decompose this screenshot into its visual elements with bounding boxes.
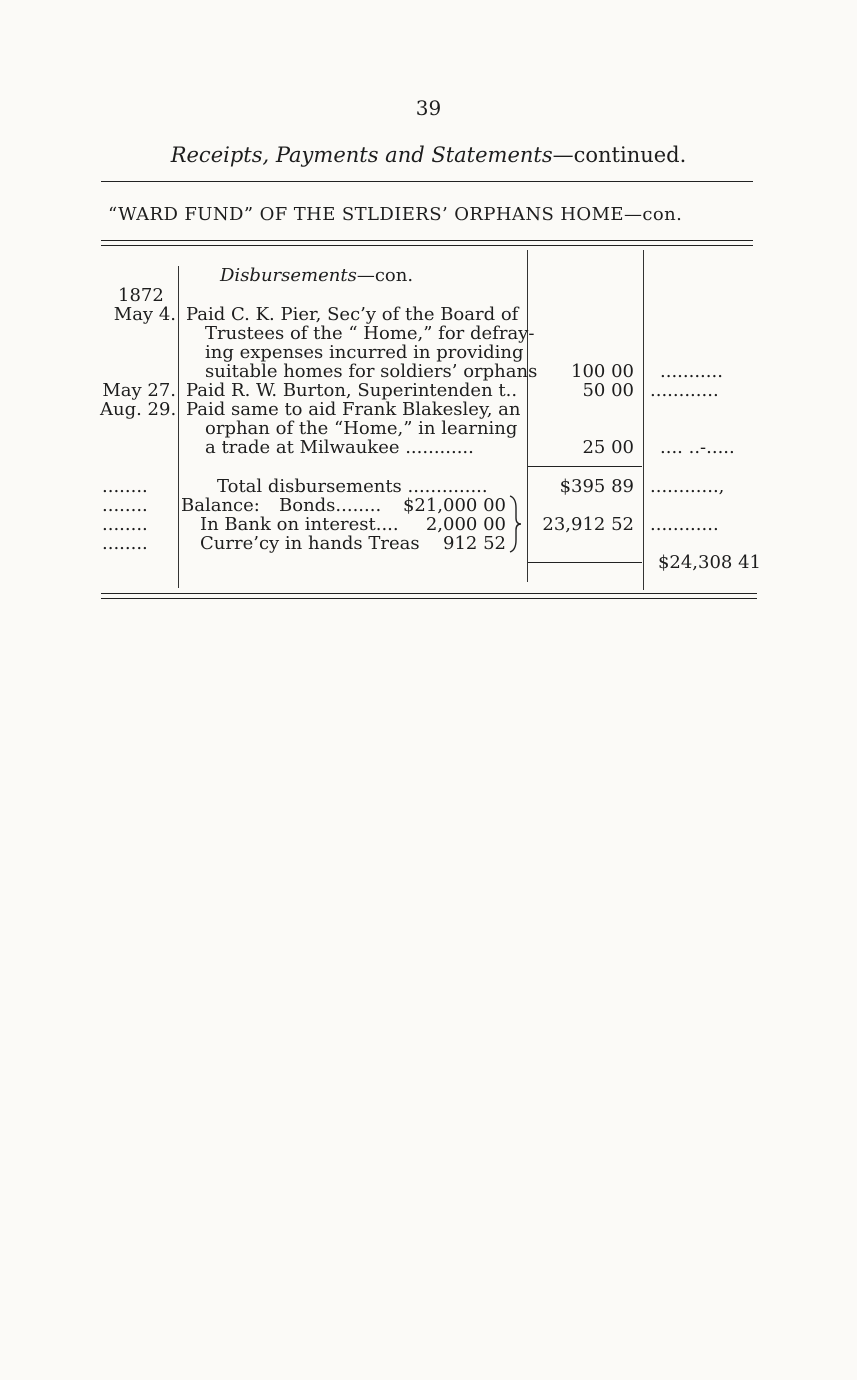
grand-total: $24,308 41 [657,552,761,573]
entry-date: Aug. 29. [100,399,177,420]
section-title: “WARD FUND” OF THE STLDIERS’ ORPHANS HOME—con. [108,204,683,225]
subheading-suffix: —con. [356,265,414,286]
entry-date: May 4. [113,304,176,325]
entry-date: May 27. [102,380,176,401]
total-date-leader: ........ [102,476,148,497]
table-top-rule-2 [101,245,753,246]
column-divider-total [643,250,644,590]
top-rule [101,181,753,182]
entry-line: orphan of the “Home,” in learning [205,418,518,439]
entry-line: Paid same to aid Frank Blakesley, an [186,399,521,420]
balance-item-value: 2,000 00 [425,514,506,535]
table-top-rule-1 [101,240,753,241]
entry-line: Trustees of the “ Home,” for defray- [205,323,535,344]
total-amount: $395 89 [559,476,634,497]
entry-total-leader: ............ [650,380,719,401]
balance-item-label: Curre’cy in hands Treas [200,533,420,554]
entry-amount: 100 00 [571,361,634,382]
balance-date-leader: ........ [102,514,148,535]
balance-label: Balance: [181,495,260,516]
year: 1872 [118,285,164,306]
entry-line: Paid R. W. Burton, Superintenden t.. [186,380,518,401]
entry-line: suitable homes for soldiers’ orphans [205,361,538,382]
running-head-italic: Receipts, Payments and Statements [170,143,553,167]
grand-total-rule [528,562,642,563]
entry-line: a trade at Milwaukee ............ [205,437,474,458]
balance-item-label: Bonds........ [279,495,382,516]
total-col-leader: ............, [650,476,725,497]
running-head [0,143,857,167]
balance-amount: 23,912 52 [542,514,634,535]
entry-line: Paid C. K. Pier, Sec’y of the Board of [186,304,519,325]
column-divider-date [178,266,179,588]
running-head-plain: —continued. [552,143,687,167]
balance-item-value: $21,000 00 [402,495,506,516]
total-label: Total disbursements .............. [217,476,488,497]
table-bottom-rule-1 [101,593,757,594]
page-number: 39 [415,96,442,120]
balance-date-leader: ........ [102,495,148,516]
table-bottom-rule-2 [101,598,757,599]
entry-total-leader: .... ..-..... [660,437,735,458]
balance-item-label: In Bank on interest.... [200,514,399,535]
entry-line: ing expenses incurred in providing [205,342,524,363]
balance-brace [508,494,522,554]
subheading-label: Disbursements [220,265,357,286]
column-divider-amount [527,250,528,582]
balance-date-leader: ........ [102,533,148,554]
balance-total-leader: ............ [650,514,719,535]
subheading [220,266,413,285]
entry-amount: 50 00 [582,380,634,401]
balance-item-value: 912 52 [443,533,506,554]
subtotal-rule [528,466,642,467]
entry-total-leader: ........... [660,361,723,382]
entry-amount: 25 00 [582,437,634,458]
